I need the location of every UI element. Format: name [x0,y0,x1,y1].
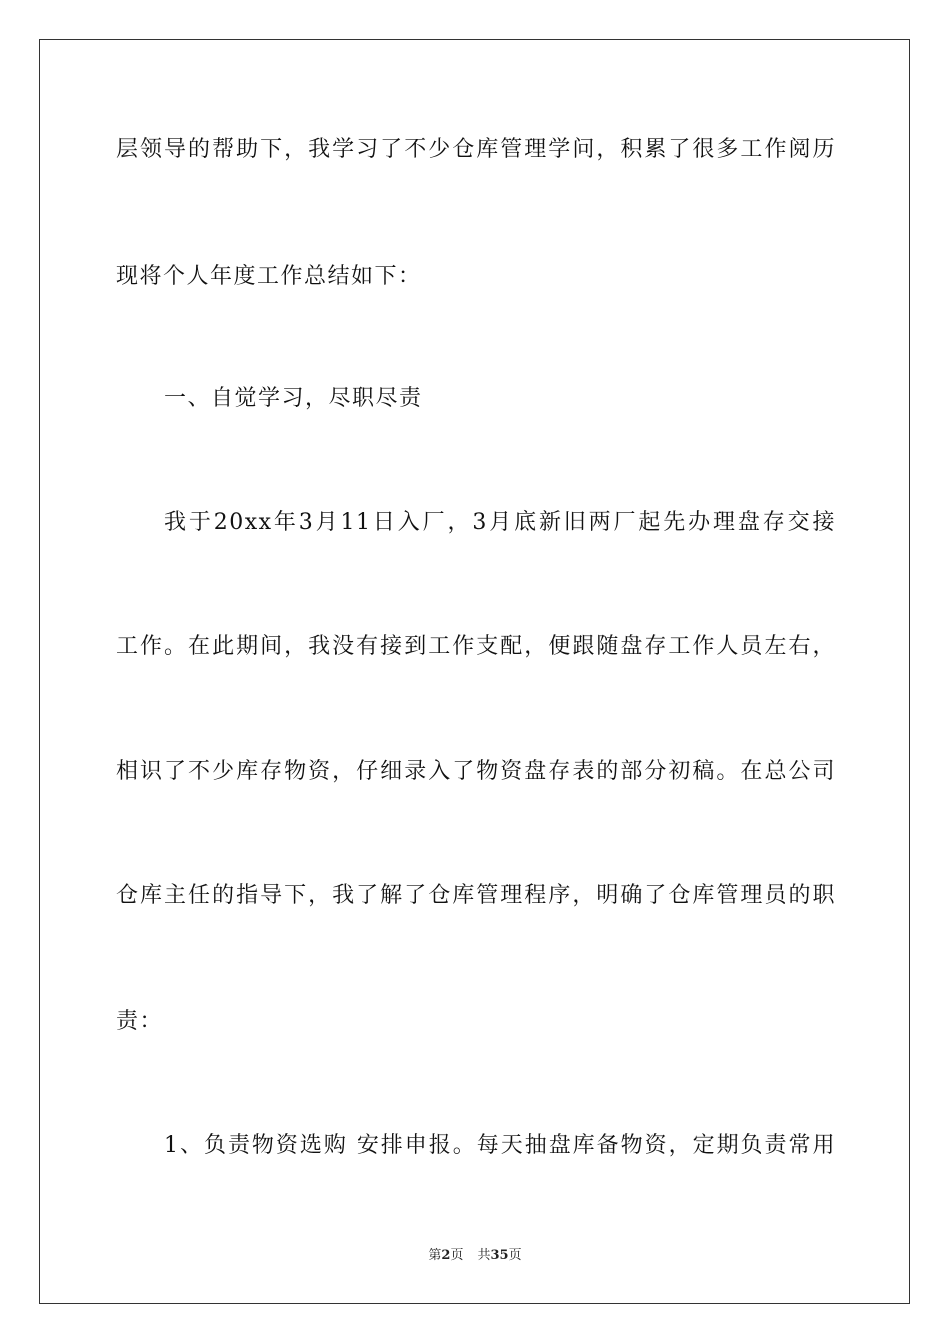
body-line-7: 仓库主任的指导下，我了解了仓库管理程序，明确了仓库管理员的职 [116,883,836,908]
page-frame [39,39,910,1304]
page-footer [0,1247,950,1265]
body-line-8: 责： [116,1009,164,1034]
body-line-1: 层领导的帮助下，我学习了不少仓库管理学问，积累了很多工作阅历 [116,137,836,162]
body-line-2: 现将个人年度工作总结如下： [116,264,422,289]
footer-total-pages: 35 [490,1248,509,1263]
footer-total-prefix: 共 [477,1248,491,1263]
footer-page-number: 2 [441,1248,451,1263]
body-line-5: 工作。在此期间，我没有接到工作支配，便跟随盘存工作人员左右， [116,634,836,659]
footer-page-suffix: 页 [450,1248,464,1263]
section-heading: 一、自觉学习，尽职尽责 [164,386,423,411]
body-line-6: 相识了不少库存物资，仔细录入了物资盘存表的部分初稿。在总公司 [116,759,836,784]
body-line-9: 1、负责物资选购 安排申报。每天抽盘库备物资，定期负责常用 [164,1133,836,1158]
footer-page-prefix: 第 [428,1248,442,1263]
body-line-4: 我于20xx年3月11日入厂，3月底新旧两厂起先办理盘存交接 [164,510,836,535]
footer-total-suffix: 页 [508,1248,522,1263]
